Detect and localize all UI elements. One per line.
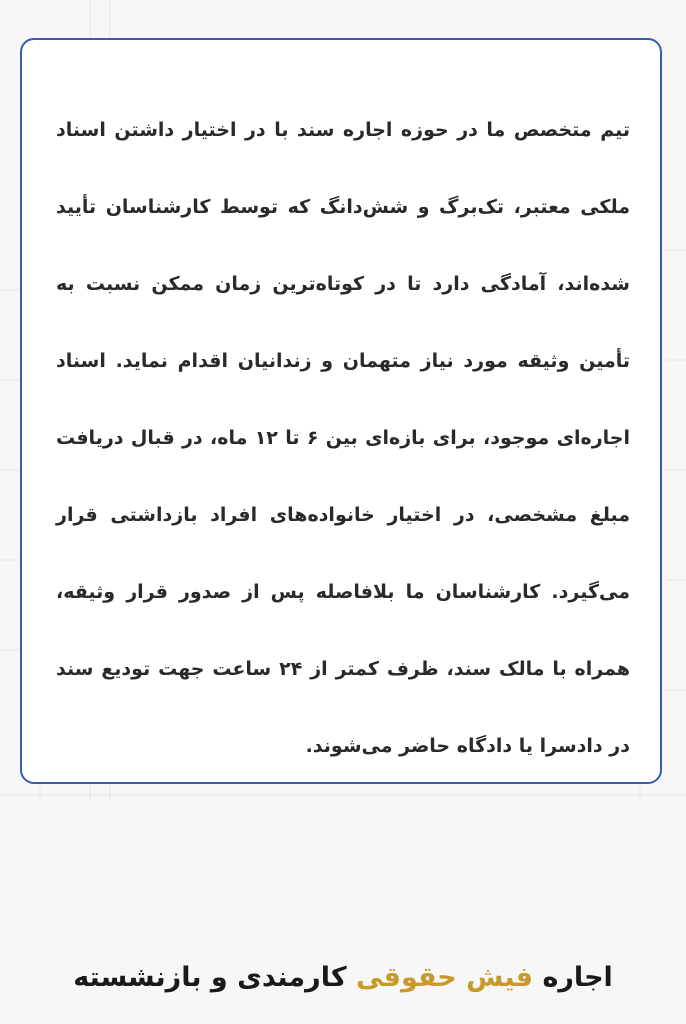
heading-part-1: اجاره — [542, 962, 613, 993]
section-heading — [0, 950, 686, 1006]
heading-accent: فیش حقوقی — [355, 962, 534, 993]
card-paragraph: تیم متخصص ما در حوزه اجاره سند با در اختیار داشتن اسناد ملکی معتبر، تک‌برگ و شش‌دانگ که توسط کارشناسان تأیید شده‌اند، آمادگی دارد تا در کوتاه‌ترین زمان ممکن نسبت به تأمین وثیقه مورد نیاز متهمان و زندانیان اقدام نماید. اسناد اجاره‌ای موجود، برای بازه‌ای بین ۶ تا ۱۲ ماه، در قبال دریافت مبلغ مشخصی، در اختیار خانواده‌های افراد بازداشتی قرار می‌گیرد. کارشناسان ما بلافاصله پس از صدور قرار وثیقه، همراه با مالک سند، ظرف کمتر از ۲۴ ساعت جهت تودیع سند در دادسرا یا دادگاه حاضر می‌شوند. — [56, 119, 630, 757]
heading-part-2: کارمندی و بازنشسته — [73, 962, 347, 993]
description-card — [20, 38, 662, 784]
